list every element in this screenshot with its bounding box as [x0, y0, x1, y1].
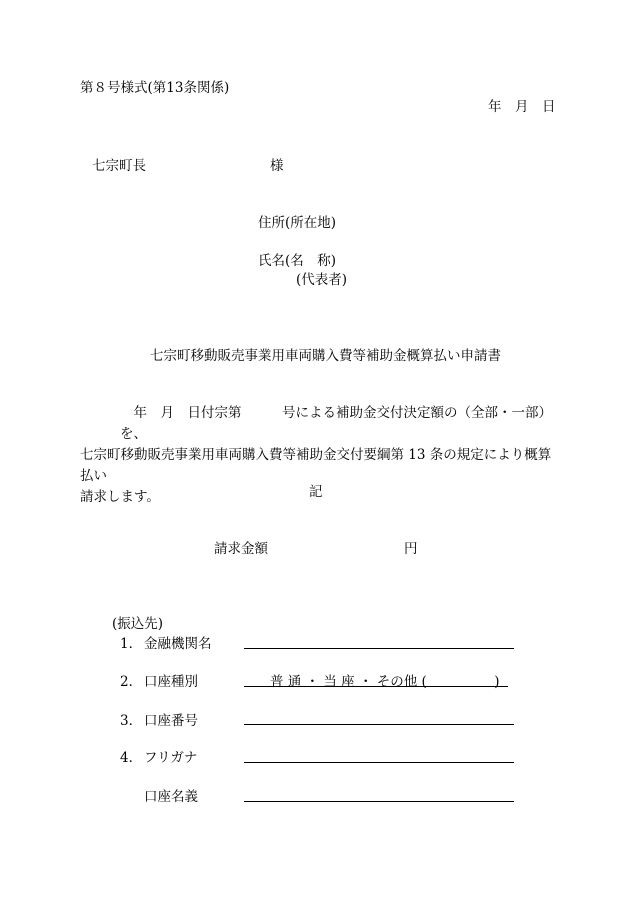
- account-holder-label: [120, 789, 198, 805]
- body-line-1: 年 月 日付宗第 号による補助金交付決定額の（全部・一部）を、: [120, 405, 552, 442]
- date-field: 年 月 日: [488, 99, 556, 115]
- body-line-2: 七宗町移動販売事業用車両購入費等補助金交付要綱第 13 条の規定により概算払い: [80, 447, 552, 484]
- item-label: 口座番号: [144, 713, 198, 729]
- item-number: 3．: [120, 713, 143, 729]
- item-label: 口座種別: [144, 674, 198, 690]
- applicant-name-label: 氏名(名 称): [258, 253, 337, 269]
- account-number-label: [120, 713, 198, 729]
- applicant-representative-label: (代表者): [296, 272, 348, 288]
- addressee-honorific: 様: [270, 158, 284, 174]
- account-type-underline: [244, 686, 508, 687]
- account-type-options[interactable]: 普 通 ・ 当 座 ・ その他 ( ): [270, 674, 500, 690]
- claim-amount-unit: 円: [404, 541, 418, 557]
- note-heading: 記: [309, 484, 323, 500]
- item-number: 4．: [120, 750, 143, 766]
- transfer-heading: (振込先): [112, 616, 164, 632]
- bank-name-field[interactable]: [244, 648, 514, 649]
- addressee-name: 七宗町長: [92, 158, 146, 174]
- furigana-label: [120, 750, 197, 766]
- account-type-label: [120, 674, 198, 690]
- item-label: フリガナ: [144, 750, 198, 766]
- account-number-field[interactable]: [244, 724, 514, 725]
- form-number: 第８号様式(第13条関係): [80, 80, 230, 96]
- account-holder-field[interactable]: [244, 801, 514, 802]
- applicant-address-label: 住所(所在地): [258, 215, 337, 231]
- furigana-field[interactable]: [244, 762, 514, 763]
- claim-amount-label: 請求金額: [214, 541, 268, 557]
- body-line-3: 請求します。: [80, 489, 160, 505]
- document-title: 七宗町移動販売事業用車両購入費等補助金概算払い申請書: [150, 348, 501, 364]
- item-number: 1．: [120, 636, 143, 652]
- bank-name-label: [120, 636, 212, 652]
- item-label: 口座名義: [144, 789, 198, 805]
- item-label: 金融機関名: [144, 636, 212, 652]
- item-number: 2．: [120, 674, 143, 690]
